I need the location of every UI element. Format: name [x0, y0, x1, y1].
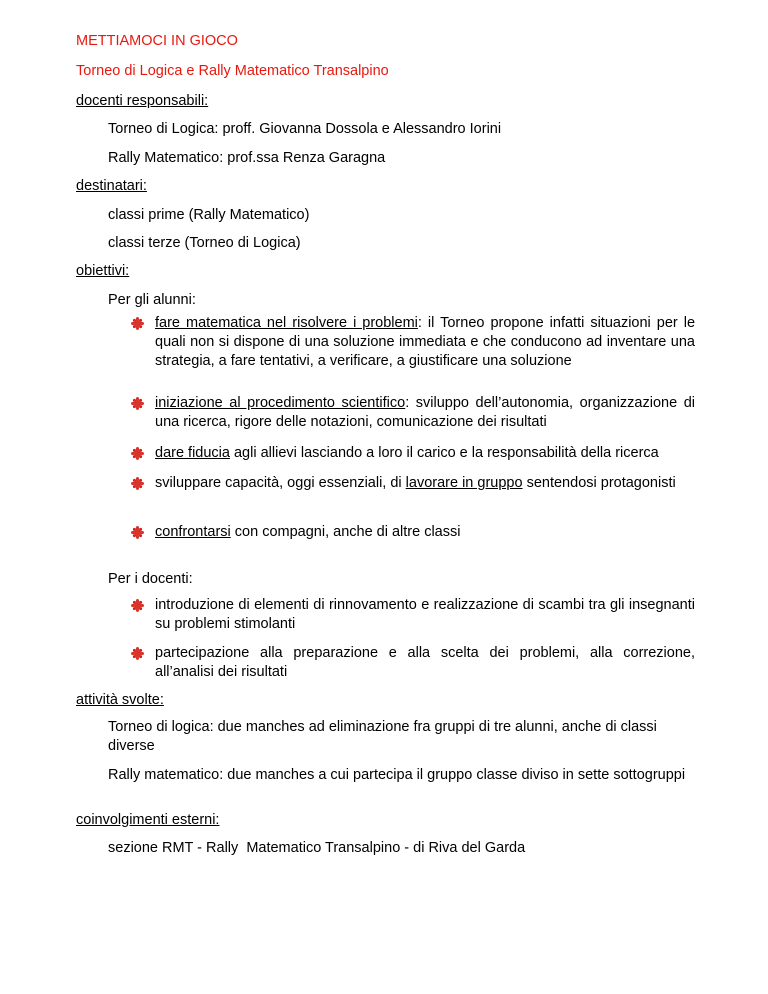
red-flower-bullet-icon: [131, 526, 144, 539]
bullet-text-pre: sviluppare capacità, oggi essenziali, di: [155, 475, 406, 491]
destinatari-line: classi prime (Rally Matematico): [108, 207, 310, 223]
attivita-line: Torneo di logica: due manches ad eliminazione fra gruppi di tre alunni, anche di classi diverse: [108, 719, 657, 754]
docenti-label: Per i docenti:: [108, 571, 193, 587]
document-title: METTIAMOCI IN GIOCO: [76, 33, 238, 49]
bullet-text: con compagni, anche di altre classi: [230, 524, 461, 540]
docenti-bullet-item: introduzione di elementi di rinnovamento e realizzazione di scambi tra gli insegnanti su problemi stimolanti: [155, 597, 695, 632]
docenti-line: Torneo di Logica: proff. Giovanna Dossola e Alessandro Iorini: [108, 121, 502, 137]
bullet-highlight: iniziazione al procedimento scientifico: [155, 395, 406, 411]
attivita-line: Rally matematico: due manches a cui partecipa il gruppo classe diviso in sette sottogruppi: [108, 767, 686, 783]
red-flower-bullet-icon: [131, 599, 144, 612]
coinvolgimenti-line: sezione RMT - Rally Matematico Transalpino - di Riva del Garda: [108, 840, 526, 856]
alunni-label: Per gli alunni:: [108, 292, 196, 308]
docenti-bullet-item: partecipazione alla preparazione e alla scelta dei problemi, alla correzione, all’analisi dei risultati: [155, 645, 695, 680]
red-flower-bullet-icon: [131, 477, 144, 490]
bullet-highlight: fare matematica nel risolvere i problemi: [155, 315, 418, 331]
alunni-bullet-item: [155, 314, 695, 371]
heading-destinatari: destinatari:: [76, 178, 147, 194]
alunni-bullet-item: [155, 474, 695, 493]
docenti-line: Rally Matematico: prof.ssa Renza Garagna: [108, 150, 386, 166]
red-flower-bullet-icon: [131, 647, 144, 660]
red-flower-bullet-icon: [131, 397, 144, 410]
bullet-text: agli allievi lasciando a loro il carico e la responsabilità della ricerca: [229, 445, 659, 461]
alunni-bullet-item: [155, 523, 695, 542]
alunni-bullet-item: [155, 444, 695, 463]
bullet-text: : sviluppo dell’autonomia, organizzazione di una ricerca, rigore delle notazioni, comunicazione dei risultati: [155, 395, 695, 430]
red-flower-bullet-icon: [131, 447, 144, 460]
alunni-bullet-item: [155, 394, 695, 432]
document-subtitle: Torneo di Logica e Rally Matematico Transalpino: [76, 63, 389, 79]
red-flower-bullet-icon: [131, 317, 144, 330]
bullet-highlight: dare fiducia: [155, 445, 230, 461]
bullet-highlight: lavorare in gruppo: [405, 475, 523, 491]
heading-coinvolgimenti-esterni: coinvolgimenti esterni:: [76, 812, 220, 828]
heading-attivita-svolte: attività svolte:: [76, 692, 164, 708]
bullet-highlight: confrontarsi: [155, 524, 231, 540]
bullet-text: sentendosi protagonisti: [522, 475, 676, 491]
heading-docenti-responsabili: docenti responsabili:: [76, 93, 209, 109]
destinatari-line: classi terze (Torneo di Logica): [108, 235, 301, 251]
bullet-text: : il Torneo propone infatti situazioni per le quali non si dispone di una soluzione immediata e che conducono ad inventare una strategia, a fare tentativi, a verificare, a giustificare una soluzione: [155, 315, 696, 369]
heading-obiettivi: obiettivi:: [76, 263, 130, 279]
